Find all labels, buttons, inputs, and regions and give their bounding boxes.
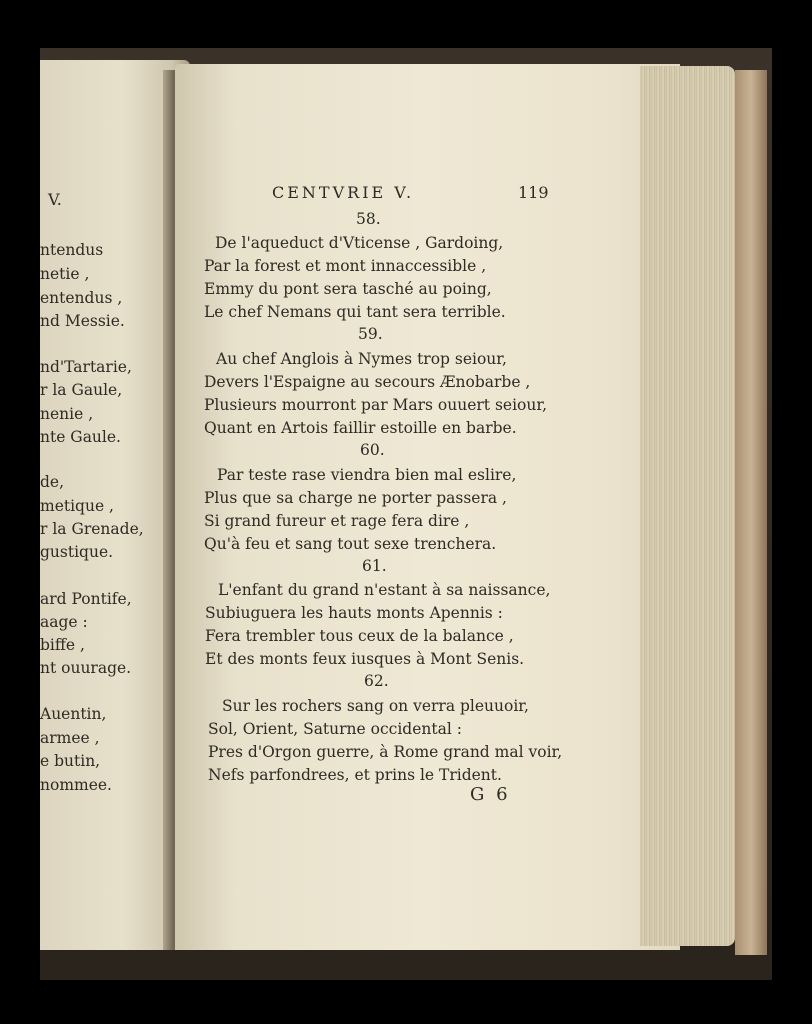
verse-line: Au chef Anglois à Nymes trop seiour, [216,350,507,368]
verse-line: Subiuguera les hauts monts Apennis : [205,604,503,622]
verse-line: Emmy du pont sera tasché au poing, [204,280,492,298]
left-line: nte Gaule. [40,428,121,446]
verse-line: Par la forest et mont innaccessible , [204,257,487,275]
verse-line: Quant en Artois faillir estoille en barbe. [204,419,517,437]
left-line: ntendus [40,241,104,259]
left-line: aage : [40,613,88,631]
page-number: 119 [518,183,549,202]
stanza-number: 59. [358,325,383,343]
verse-line: L'enfant du grand n'estant à sa naissance, [218,581,551,599]
verse-line: Si grand fureur et rage fera dire , [204,512,470,530]
verse-line: De l'aqueduct d'Vticense , Gardoing, [215,234,504,252]
left-line: gustique. [40,543,114,561]
left-line: nd Messie. [40,312,125,330]
verse-line: Pres d'Orgon guerre, à Rome grand mal voir, [208,743,563,761]
stanza-number: 60. [360,441,385,459]
left-line: nenie , [40,405,94,423]
left-line: netie , [40,265,90,283]
left-line: nt ouurage. [40,659,132,677]
left-line: de, [40,473,65,491]
running-header: CENTVRIE V. [272,183,415,202]
verse-line: Et des monts feux iusques à Mont Senis. [205,650,525,668]
left-page-header: V. [48,190,62,209]
verse-line: Par teste rase viendra bien mal eslire, [217,466,517,484]
verse-line: Qu'à feu et sang tout sexe trenchera. [204,535,497,553]
verse-line: Sol, Orient, Saturne occidental : [208,720,462,738]
stanza-number: 62. [364,672,389,690]
left-line: Auentin, [40,705,107,723]
left-line: r la Gaule, [40,381,123,399]
left-line: nommee. [40,776,112,794]
left-line: armee , [40,729,100,747]
catchword-signature: G 6 [470,784,511,805]
verse-line: Devers l'Espaigne au secours Ænobarbe , [204,373,531,391]
stanza-number: 58. [356,210,381,228]
verse-line: Le chef Nemans qui tant sera terrible. [204,303,506,321]
left-line: metique , [40,497,114,515]
verse-line: Plus que sa charge ne porter passera , [204,489,507,507]
verse-line: Sur les rochers sang on verra pleuuoir, [222,697,529,715]
verse-line: Nefs parfondrees, et prins le Trident. [208,766,502,784]
verse-line: Plusieurs mourront par Mars ouuert seiour, [204,396,547,414]
left-line: ard Pontife, [40,590,132,608]
back-board [735,70,767,955]
left-line: nd'Tartarie, [40,358,132,376]
left-line: biffe , [40,636,85,654]
stanza-number: 61. [362,557,387,575]
left-line: r la Grenade, [40,520,144,538]
page-edges [640,66,735,946]
left-line: entendus , [40,289,123,307]
verse-line: Fera trembler tous ceux de la balance , [205,627,514,645]
left-line: e butin, [40,752,101,770]
